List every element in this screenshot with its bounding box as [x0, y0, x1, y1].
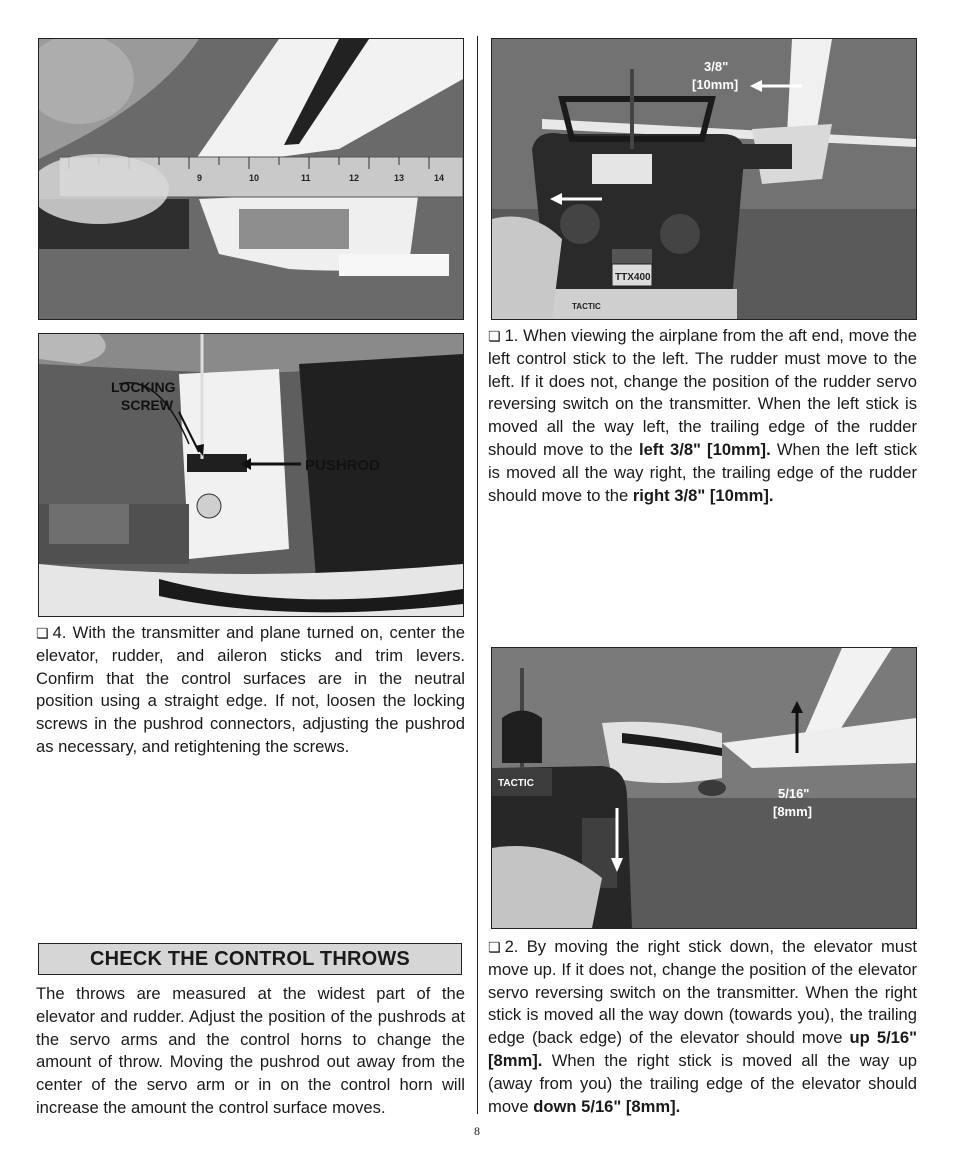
ruler-number: 13 — [394, 173, 405, 183]
page-number: 8 — [474, 1124, 480, 1138]
section-body: The throws are measured at the widest part of the elevator and rudder. Adjust the position of the pushrods at the servo arms and the control horns to change the amount of throw. Moving the pushrod out away from the center of the servo arm or in on the control horn will increase the amount the control surface moves. — [36, 984, 465, 1117]
ruler-number: 14 — [434, 173, 445, 183]
callout-locking-screw-line1: LOCKING — [111, 379, 176, 395]
ruler-number: 9 — [197, 173, 203, 183]
checkbox-icon[interactable]: ❏ — [488, 939, 501, 955]
column-divider — [477, 36, 478, 1114]
photo-transmitter-elevator — [491, 647, 917, 929]
transmitter-brand-label: TACTIC — [498, 778, 534, 789]
ruler-number: 10 — [249, 173, 260, 183]
measure-label-line1: 3/8" — [704, 59, 729, 74]
step-4-text: ❏ 4. With the transmitter and plane turned on, center the elevator, rudder, and aileron sticks and trim levers. Confirm that the control surfaces are in the neutral position using a straight edge. If not, loosen the locking screws in the pushrod connectors, adjusting the pushrod as necessary, and retightening the screws. — [36, 623, 465, 756]
transmitter-model-label: TTX400 — [615, 272, 651, 283]
checkbox-icon[interactable]: ❏ — [488, 328, 501, 344]
photo-servo-pushrod — [38, 333, 464, 617]
photo-ruler-on-tail — [38, 38, 464, 320]
step-2-text: ❏ 2. By moving the right stick down, the elevator must move up. If it does not, change the position of the elevator servo reversing switch on the transmitter. When the right stick is moved all the way down (towards you), the trailing edge (back edge) of the elevator should move up 5/16" [8mm]. When the right stick is moved all the way up (away from you) the trailing edge of the elevator should move down 5/16" [8mm]. — [488, 937, 918, 1116]
measure-label-line1: 5/16" — [778, 786, 810, 801]
ruler-number: 11 — [301, 173, 311, 183]
ruler-number: 12 — [349, 173, 360, 183]
section-heading: CHECK THE CONTROL THROWS — [38, 943, 462, 975]
photo-transmitter-rudder — [491, 38, 917, 320]
checkbox-icon[interactable]: ❏ — [36, 625, 49, 641]
step-1-text: ❏ 1. When viewing the airplane from the aft end, move the left control stick to the left. The rudder must move to the left. If it does not, change the position of the rudder servo reversing switch on the transmitter. When the left stick is moved all the way left, the trailing edge of the rudder should move to the left 3/8" [10mm]. When the left stick is moved all the way right, the trailing edge of the rudder should move to the right 3/8" [10mm]. — [488, 326, 917, 505]
callout-locking-screw-line2: SCREW — [121, 397, 174, 413]
measure-label-line2: [8mm] — [773, 804, 813, 819]
measure-label-line2: [10mm] — [692, 77, 739, 92]
callout-pushrod: PUSHROD — [305, 457, 381, 474]
transmitter-brand-label: TACTIC — [572, 302, 601, 311]
